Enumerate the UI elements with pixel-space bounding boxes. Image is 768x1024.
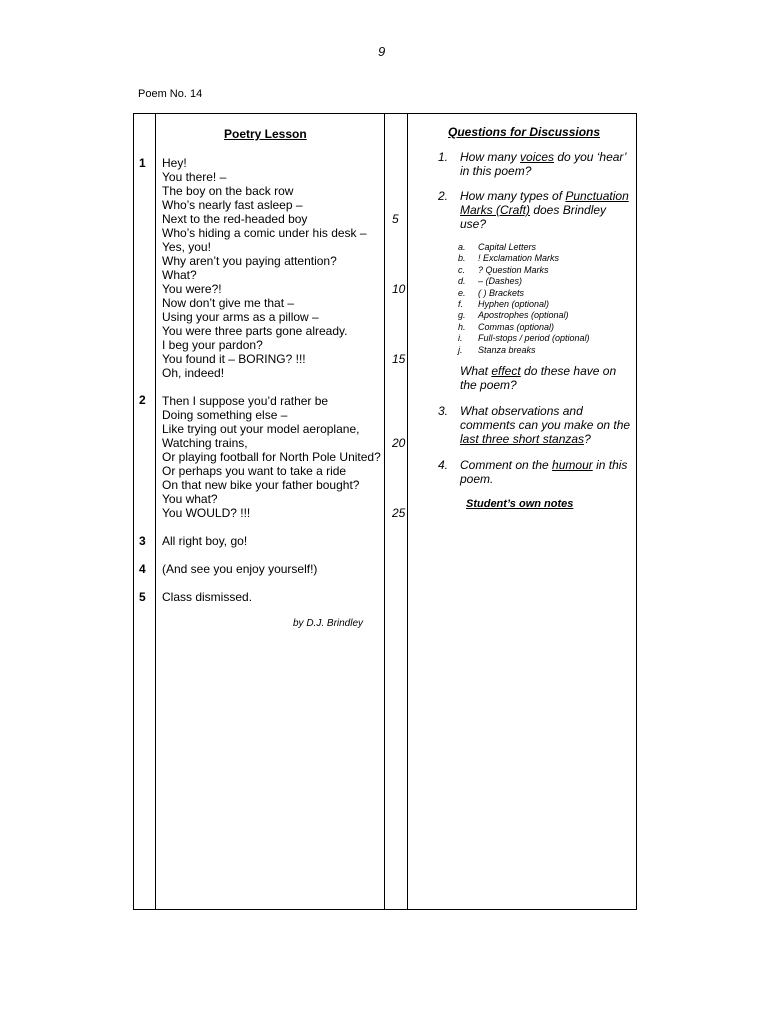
stanza-number: 5 [139,590,146,604]
poem-line: Why aren’t you paying attention? [162,254,337,268]
option-item [458,299,590,310]
poem-line: Yes, you! [162,240,211,254]
stanza-number: 4 [139,562,146,576]
option-key: g. [458,310,466,321]
stanza-4 [162,562,382,576]
question-text-part: does Brindley use? [460,203,607,231]
poem-line: You there! – [162,170,227,184]
poem-line: You found it – BORING? !!! [162,352,306,366]
option-key: b. [458,253,466,264]
question-3 [438,404,633,446]
column-divider [407,114,408,909]
option-key: c. [458,264,466,275]
option-item [458,276,590,287]
students-notes-heading: Student’s own notes [466,498,574,510]
poem-line: Or playing football for North Pole United? [162,450,381,464]
option-text: ! Exclamation Marks [478,253,560,264]
stanza-5 [162,590,382,604]
question-number: 1. [438,150,449,164]
stanza-3 [162,534,382,548]
option-key: e. [458,287,466,298]
option-item [458,253,590,264]
poem-number-label: Poem No. 14 [138,88,203,100]
question-text [460,150,633,178]
question-text-part: What [460,364,492,378]
question-underlined-term: last three short stanzas [460,432,585,446]
option-text: Stanza breaks [478,344,536,355]
question-text-part: Comment on the [460,458,553,472]
option-text: Capital Letters [478,242,537,252]
stanza-number: 1 [139,156,146,170]
option-item [458,265,590,276]
line-number-marker: 10 [392,282,406,296]
poem-line: You what? [162,492,218,506]
option-key: i. [458,333,463,344]
question-underlined-term: Punctuation Marks (Craft) [460,189,629,217]
punctuation-options-list [458,242,590,356]
question-text-part: in this poem. [460,458,628,486]
option-text: ? Question Marks [478,264,549,275]
poem-line: Who’s hiding a comic under his desk – [162,226,367,240]
option-item [458,242,590,253]
poem-line: Oh, indeed! [162,366,225,380]
poem-author: by D.J. Brindley [293,618,364,629]
option-key: j. [458,344,463,355]
option-item [458,288,590,299]
line-number-marker: 5 [392,212,399,226]
line-number-marker: 20 [392,436,406,450]
poem-line: Then I suppose you’d rather be [162,394,329,408]
poem-line: I beg your pardon? [162,338,263,352]
poem-line: What? [162,268,197,282]
poem-line: Class dismissed. [162,590,253,604]
option-item [458,322,590,333]
stanza-number: 2 [139,393,146,407]
option-key: a. [458,242,466,252]
option-text: Full-stops / period (optional) [478,333,590,344]
effect-question [460,364,632,392]
worksheet-table [133,113,637,910]
poem-line: Who’s nearly fast asleep – [162,198,303,212]
question-underlined-term: voices [520,150,555,164]
option-text: Hyphen (optional) [478,299,550,310]
poem-line: Now don’t give me that – [162,296,295,310]
poem-line: Like trying out your model aeroplane, [162,422,360,436]
poem-line: Next to the red-headed boy [162,212,308,226]
poem-line: Watching trains, [162,436,248,450]
option-text: Commas (optional) [478,321,555,332]
option-text: – (Dashes) [478,276,523,287]
question-1 [438,150,633,178]
option-key: d. [458,276,466,287]
line-number-marker: 15 [392,352,406,366]
poem-line: Or perhaps you want to take a ride [162,464,347,478]
stanza-number: 3 [139,534,146,548]
question-underlined-term: humour [552,458,593,472]
question-text [460,458,633,486]
question-text [460,189,633,231]
question-underlined-term: effect [491,364,521,378]
stanza-2 [162,394,382,520]
poem-line: (And see you enjoy yourself!) [162,562,318,576]
poem-line: On that new bike your father bought? [162,478,360,492]
poem-line: You WOULD? !!! [162,506,251,520]
poem-line: Using your arms as a pillow – [162,310,319,324]
question-2 [438,189,633,231]
question-number: 4. [438,458,449,472]
question-text-part: ? [584,432,591,446]
option-item [458,333,590,344]
poem-line: You were?! [162,282,222,296]
question-4 [438,458,633,486]
poem-line: All right boy, go! [162,534,248,548]
stanza-1 [162,156,382,380]
poem-line: You were three parts gone already. [162,324,348,338]
question-text-part: How many [460,150,521,164]
option-key: f. [458,299,464,310]
question-text [460,404,633,446]
question-number: 2. [438,189,449,203]
option-item [458,310,590,321]
question-text-part: How many types of [460,189,566,203]
option-item [458,345,590,356]
option-key: h. [458,321,466,332]
option-text: ( ) Brackets [478,287,525,298]
poem-line: The boy on the back row [162,184,294,198]
questions-title: Questions for Discussions [448,125,601,139]
page-number: 9 [378,44,386,59]
question-text-part: do these have on the poem? [460,364,617,392]
line-number-marker: 25 [392,506,406,520]
question-number: 3. [438,404,449,418]
poem-line: Hey! [162,156,187,170]
column-divider [155,114,156,909]
poem-line: Doing something else – [162,408,288,422]
column-divider [384,114,385,909]
question-text-part: What observations and comments can you make on the [460,404,631,432]
option-text: Apostrophes (optional) [478,310,569,321]
question-text-part: do you ‘hear’ in this poem? [460,150,626,178]
poem-title: Poetry Lesson [224,127,307,141]
